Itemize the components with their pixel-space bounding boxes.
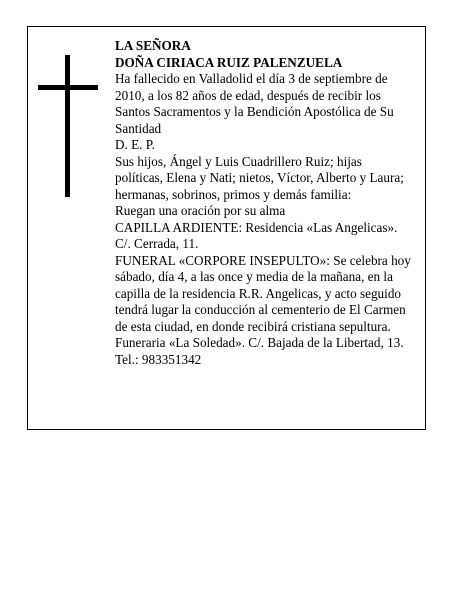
- notice-line: de esta ciudad, en donde recibirá cristiana sepultura.: [115, 318, 391, 334]
- obituary-text: [115, 38, 427, 368]
- notice-line: Ruegan una oración por su alma: [115, 203, 286, 218]
- cross-icon: [38, 55, 98, 197]
- notice-line: D. E. P.: [115, 137, 155, 152]
- notice-line: Funeraria «La Soledad». C/. Bajada de la Libertad, 13.: [115, 335, 404, 350]
- cross-horizontal-bar: [38, 85, 98, 90]
- notice-line: tendrá lugar la conducción al cementerio de El Carmen: [115, 302, 406, 317]
- notice-line: sábado, día 4, a las once y media de la mañana, en la: [115, 269, 393, 284]
- notice-line: Ha fallecido en Valladolid el día 3 de septiembre de: [115, 71, 388, 86]
- notice-title-line-1: LA SEÑORA: [115, 38, 191, 53]
- notice-line: Tel.: 983351342: [115, 351, 202, 367]
- notice-line: capilla de la residencia R.R. Angelicas, y acto seguido: [115, 285, 402, 301]
- notice-line: 2010, a los 82 años de edad, después de recibir los: [115, 87, 381, 103]
- notice-line: Santidad: [115, 120, 162, 136]
- notice-line: FUNERAL «CORPORE INSEPULTO»: Se celebra hoy: [115, 252, 411, 268]
- cross-vertical-bar: [65, 55, 70, 197]
- notice-line: C/. Cerrada, 11.: [115, 236, 199, 251]
- notice-line: Santos Sacramentos y la Bendición Apostólica de Su: [115, 104, 394, 119]
- notice-line: hermanas, sobrinos, primos y demás familia:: [115, 186, 352, 202]
- notice-line: Sus hijos, Ángel y Luis Cuadrillero Ruiz; hijas: [115, 153, 362, 169]
- notice-line: políticas, Elena y Nati; nietos, Víctor, Alberto y Laura;: [115, 170, 404, 185]
- notice-title-line-2: DOÑA CIRIACA RUIZ PALENZUELA: [115, 54, 343, 70]
- notice-line: CAPILLA ARDIENTE: Residencia «Las Angelicas».: [115, 219, 398, 235]
